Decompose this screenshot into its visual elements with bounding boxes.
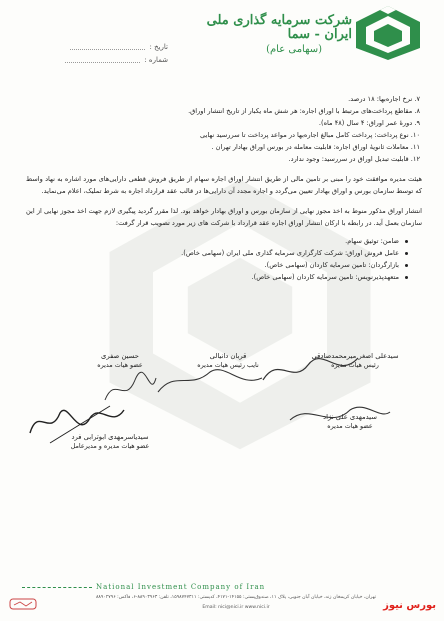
- list-item: [26, 141, 422, 153]
- list-item: [26, 105, 422, 117]
- issuance-parties-list: [26, 235, 422, 283]
- signatory-name: سیدعلی اصغر میرمحمدصادقی: [311, 352, 399, 360]
- list-item: [26, 153, 422, 165]
- footer-divider: [22, 587, 92, 588]
- footer-brand: National Investment Company of Iran: [96, 583, 266, 591]
- signatory-role: عضو هیات مدیره: [97, 361, 143, 369]
- item-number: ۱۲.: [410, 155, 420, 163]
- bullet-item: متعهدپذیرنویس: تامین سرمایه کاردان (سهامی خاص).: [26, 271, 408, 283]
- item-number: ۱۱.: [410, 143, 420, 151]
- company-name: [202, 14, 352, 56]
- number-label: شماره :: [144, 55, 168, 64]
- signatory-role: نایب رئیس هیات مدیره: [197, 361, 259, 369]
- date-row: [18, 40, 168, 53]
- item-text: نرخ اجاره‌بها: ۱۸ درصد.: [348, 95, 413, 103]
- signatory-name: سیدمهدی علی نژاد: [323, 413, 377, 421]
- list-item: [26, 117, 422, 129]
- company-name-text: شرکت سرمایه گذاری ملی ایران - سما: [206, 13, 352, 42]
- letter-body: [26, 93, 422, 283]
- board-decision-paragraph: هیئت مدیره موافقت خود را مبنی بر تامین مالی از طریق انتشار اوراق اجاره سهام از طریق فروش قطعی دارایی‌های مورد اشاره به نهاد واسط که توسط سازمان بورس و اوراق بهادار تعیین می‌گردد و اجاره مجدد آن دارایی‌ها در قالب عقد قرارداد اجاره به شرط تملیک، اعلام می‌نماید.: [26, 175, 422, 195]
- item-number: ۷.: [414, 95, 420, 103]
- bullet-item: بازارگردان: تامین سرمایه کاردان (سهامی خاص).: [26, 259, 408, 271]
- item-text: معاملات ثانویۀ اوراق اجاره: قابلیت معامله در بورس اوراق بهادار تهران .: [211, 143, 409, 151]
- item-text: دورۀ عمر اوراق: ۴ سال (۴۸ ماه).: [318, 119, 413, 127]
- news-watermark: بورس نیوز: [383, 600, 436, 611]
- list-item: [26, 129, 422, 141]
- signatory-name: قربان دانیالی: [209, 352, 247, 360]
- item-number: ۸.: [414, 107, 420, 115]
- company-type: (سهامی عام): [266, 44, 322, 56]
- item-text: مقاطع پرداخت‌های مرتبط با اوراق اجاره: هر شش ماه یکبار از تاریخ انتشار اوراق.: [188, 107, 413, 115]
- item-number: ۱۰.: [410, 131, 420, 139]
- signature-member-safari: [70, 352, 170, 370]
- footer-address: تهران، خیابان کریمخان زند، خیابان آبان جنوبی، پلاک ۱۱، صندوق‌پستی: ۱۴۱۵۵-۴۱۷۱، کدپستی: ۱۵۹۸۷۴۷۳۱۱، تلفن: ۸۸۹۰۳۹۶۳-۶، فاکس: ۸۸۹۰۲۷۹۶: [95, 595, 377, 600]
- signatory-role: عضو هیات مدیره: [327, 422, 373, 430]
- list-item: [26, 93, 422, 105]
- date-label: تاریخ :: [149, 42, 168, 51]
- footer-contact: Email: nici@nici.ir www.nici.ir: [202, 605, 270, 610]
- item-number: ۹.: [414, 119, 420, 127]
- number-line: [65, 56, 140, 63]
- signatory-role: عضو هیات مدیره و مدیرعامل: [70, 442, 150, 450]
- number-row: [18, 53, 168, 66]
- letter-meta: [18, 40, 168, 66]
- date-line: [70, 43, 145, 50]
- stamp-icon: [8, 596, 40, 612]
- signatory-name: حسین صفری: [101, 352, 139, 360]
- signatory-role: رئیس هیات مدیره: [331, 361, 379, 369]
- handwritten-signature: [285, 400, 395, 432]
- signatory-name: سیدیاسرمهدی ابوترابی فرد: [71, 433, 149, 441]
- item-text: نوع پرداخت: پرداخت کامل مبالغ اجاره‌بها در مواعد پرداخت تا سررسید نهایی: [200, 131, 409, 139]
- item-text: قابلیت تبدیل اوراق در سررسید: وجود ندارد.: [288, 155, 409, 163]
- handwritten-signature: [20, 398, 130, 448]
- company-logo: [352, 4, 424, 62]
- bullet-item: ضامن: توثیق سهام.: [26, 235, 408, 247]
- license-paragraph: انتشار اوراق مذکور منوط به اخذ مجوز نهایی از سازمان بورس و اوراق بهادار خواهد بود. لذا مقرر گردید پیگیری لازم جهت اخذ مجوز نهایی از این سازمان بعمل آید. در رابطه با ارکان انتشار اوراق اجاره عقد قرارداد با شرکت های زیر مورد تصویب قرار گرفت:: [26, 207, 422, 227]
- bullet-item: عامل فروش اوراق: شرکت کارگزاری سرمایه گذاری ملی ایران (سهامی خاص).: [26, 247, 408, 259]
